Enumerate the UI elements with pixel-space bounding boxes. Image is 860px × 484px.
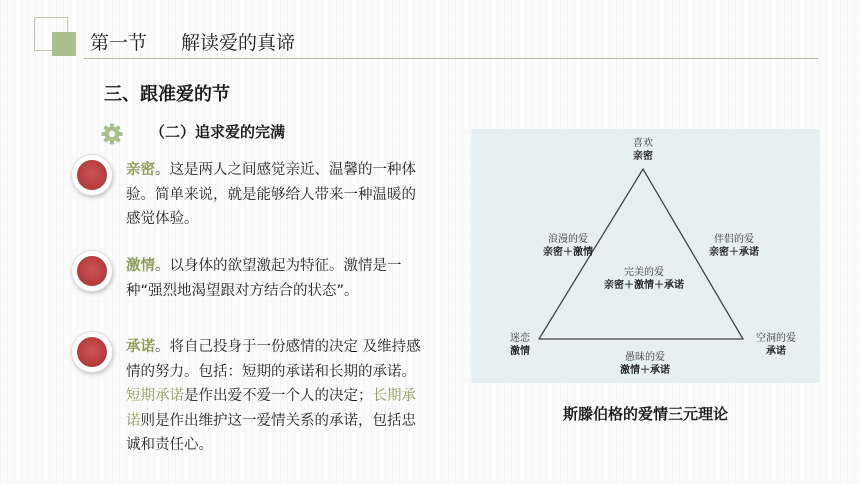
keyword-intimacy: 亲密 bbox=[126, 162, 155, 178]
item-commitment-text-a: 。将自己投身于一份感情的决定 及维持感情的努力。包括：短期的承诺和长期的承诺。 bbox=[126, 339, 421, 380]
term-long-commitment: 长期承诺 bbox=[126, 388, 416, 429]
item-passion bbox=[126, 254, 422, 303]
subsection-title: （二）追求爱的完满 bbox=[150, 123, 286, 141]
vertex-liking: 喜欢 亲密 bbox=[633, 138, 653, 162]
edge-companionate-love: 伴侣的爱 亲密＋承诺 bbox=[709, 234, 759, 258]
term-short-commitment: 短期承诺 bbox=[126, 388, 184, 404]
corner-filled-square bbox=[52, 32, 76, 56]
item-intimacy-text: 。这是两人之间感觉亲近、温馨的一种体验。简单来说，就是能够给人带来一种温暖的感觉体验。 bbox=[126, 162, 416, 227]
item-passion-text: 。以身体的欲望激起为特征。激情是一 种“强烈地渴望跟对方结合的状态”。 bbox=[126, 258, 402, 299]
item-commitment bbox=[126, 335, 424, 458]
vertex-infatuation: 迷恋 激情 bbox=[510, 333, 530, 357]
header-divider bbox=[84, 58, 818, 59]
keyword-commitment: 承诺 bbox=[126, 339, 155, 355]
chapter-title: 解读爱的真谛 bbox=[181, 32, 296, 54]
vertex-empty-love: 空洞的爱 承诺 bbox=[756, 333, 796, 357]
item-commitment-text-b: 是作出爱不爱一个人的决定； bbox=[184, 388, 373, 404]
gear-icon bbox=[100, 122, 124, 146]
keyword-passion: 激情 bbox=[126, 258, 155, 274]
edge-romantic-love: 浪漫的爱 亲密＋激情 bbox=[543, 234, 593, 258]
edge-fatuous-love: 愚昧的爱 激情＋承诺 bbox=[620, 352, 670, 376]
page-header bbox=[90, 28, 295, 55]
item-intimacy bbox=[126, 158, 420, 232]
section-title: 三、跟准爱的节 bbox=[104, 84, 230, 105]
chapter-label: 第一节 bbox=[90, 32, 148, 54]
bullet-dot-2 bbox=[72, 251, 112, 291]
center-consummate-love: 完美的爱 亲密＋激情＋承诺 bbox=[604, 267, 684, 291]
item-commitment-text-c: 则是作出维护这一爱情关系的承诺，包括忠诚和责任心。 bbox=[126, 412, 416, 453]
love-triangle-diagram bbox=[471, 129, 820, 383]
diagram-caption: 斯滕伯格的爱情三元理论 bbox=[562, 405, 728, 423]
bullet-dot-3 bbox=[72, 332, 112, 372]
bullet-dot-1 bbox=[72, 155, 112, 195]
